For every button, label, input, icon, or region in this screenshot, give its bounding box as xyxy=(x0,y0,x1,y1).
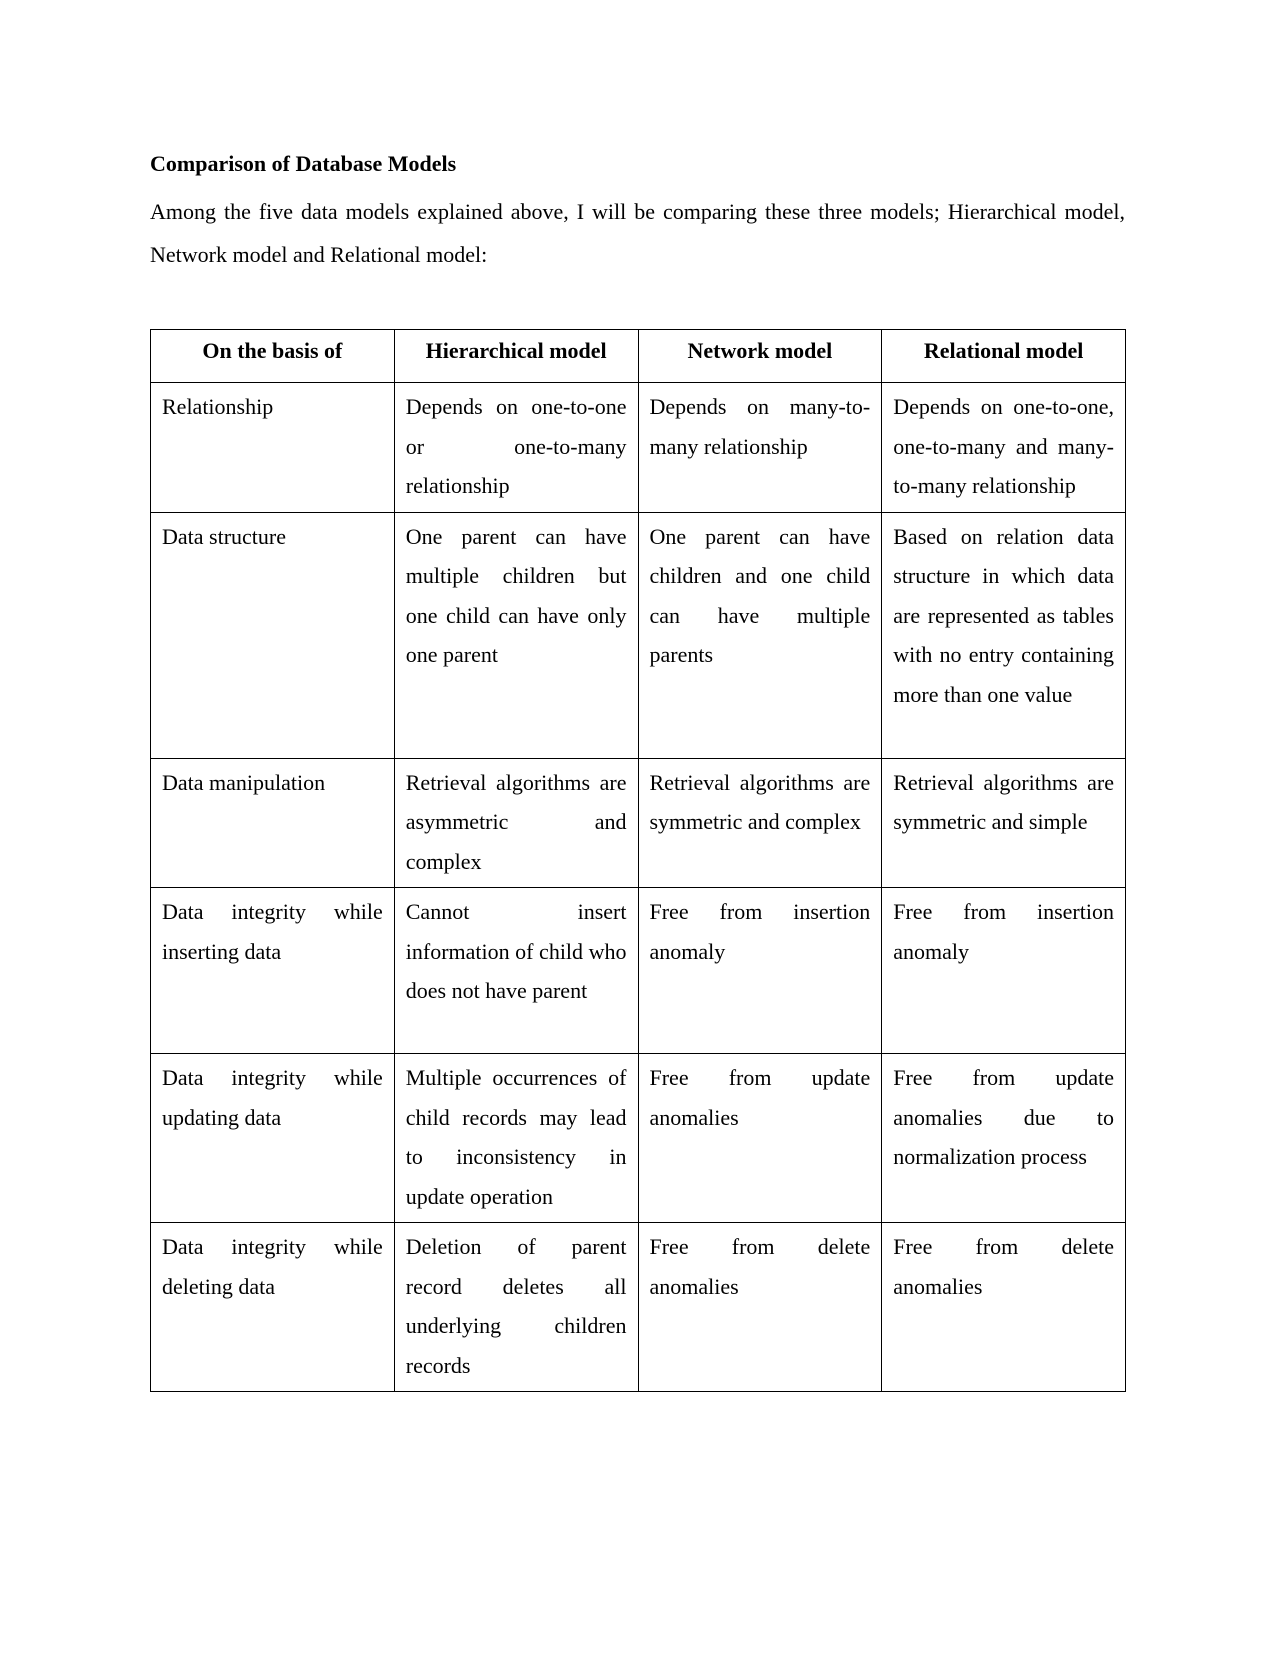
cell-network: Depends on many-to-many relationship xyxy=(638,383,882,513)
document-body xyxy=(150,150,1125,276)
intro-paragraph: Among the five data models explained above, I will be comparing these three models; Hierarchical model, Network model and Relational model: xyxy=(150,199,1125,267)
cell-network: Free from delete anomalies xyxy=(638,1223,882,1392)
cell-hierarchical: Depends on one-to-one or one-to-many relationship xyxy=(394,383,638,513)
cell-network: Retrieval algorithms are symmetric and complex xyxy=(638,758,882,888)
table-row xyxy=(151,758,1126,888)
table-row xyxy=(151,383,1126,513)
cell-basis: Relationship xyxy=(151,383,395,513)
cell-relational: Free from update anomalies due to normalization process xyxy=(882,1054,1126,1223)
cell-basis: Data integrity while updating data xyxy=(151,1054,395,1223)
header-hierarchical: Hierarchical model xyxy=(394,330,638,383)
cell-hierarchical: One parent can have multiple children but one child can have only one parent xyxy=(394,512,638,758)
cell-relational: Depends on one-to-one, one-to-many and many-to-many relationship xyxy=(882,383,1126,513)
table-row xyxy=(151,1223,1126,1392)
cell-relational: Retrieval algorithms are symmetric and simple xyxy=(882,758,1126,888)
table-header-row xyxy=(151,330,1126,383)
document-title: Comparison of Database Models xyxy=(150,151,457,176)
cell-basis: Data manipulation xyxy=(151,758,395,888)
table-row xyxy=(151,1054,1126,1223)
cell-relational: Based on relation data structure in which data are represented as tables with no entry containing more than one value xyxy=(882,512,1126,758)
header-network: Network model xyxy=(638,330,882,383)
table-row xyxy=(151,512,1126,758)
comparison-table xyxy=(150,329,1126,1392)
cell-basis: Data structure xyxy=(151,512,395,758)
cell-hierarchical: Cannot insert information of child who does not have parent xyxy=(394,888,638,1054)
header-relational: Relational model xyxy=(882,330,1126,383)
cell-hierarchical: Deletion of parent record deletes all underlying children records xyxy=(394,1223,638,1392)
cell-basis: Data integrity while inserting data xyxy=(151,888,395,1054)
cell-hierarchical: Multiple occurrences of child records may lead to inconsistency in update operation xyxy=(394,1054,638,1223)
cell-relational: Free from insertion anomaly xyxy=(882,888,1126,1054)
table-row xyxy=(151,888,1126,1054)
cell-network: Free from update anomalies xyxy=(638,1054,882,1223)
cell-basis: Data integrity while deleting data xyxy=(151,1223,395,1392)
cell-relational: Free from delete anomalies xyxy=(882,1223,1126,1392)
cell-network: One parent can have children and one child can have multiple parents xyxy=(638,512,882,758)
header-basis: On the basis of xyxy=(151,330,395,383)
cell-hierarchical: Retrieval algorithms are asymmetric and complex xyxy=(394,758,638,888)
cell-network: Free from insertion anomaly xyxy=(638,888,882,1054)
